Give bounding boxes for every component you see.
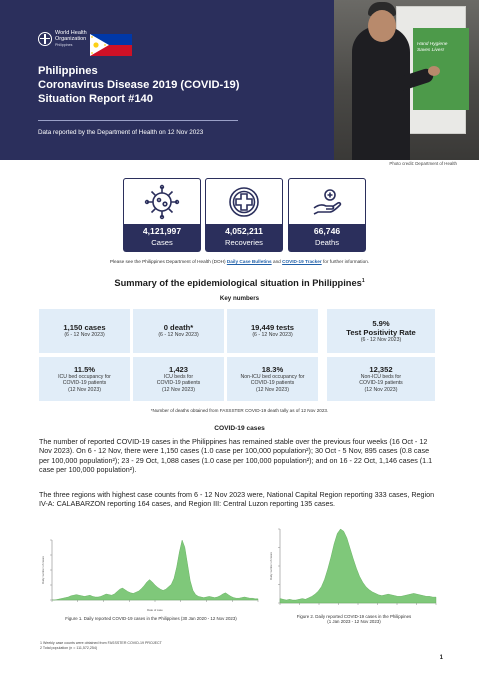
footnote-1: 1 Weekly case counts were obtained from FASSSTER COVID-19 PROJECT <box>40 641 162 645</box>
deaths-label: Deaths <box>314 238 340 247</box>
figure1-caption: Figure 1. Daily reported COVID-19 cases in the Philippines (30 Jan 2020 - 12 Nov 2023) <box>65 616 237 621</box>
footnote-2: 2 Total population (n = 111,572,254) <box>40 646 98 650</box>
stat-card-cases <box>123 178 201 252</box>
footnotes <box>40 641 162 651</box>
stat-card-recoveries <box>205 178 283 252</box>
cases-value: 4,121,997 <box>142 226 182 236</box>
header-divider <box>38 120 238 121</box>
title-disease: Coronavirus Disease 2019 (COVID-19) <box>38 79 240 91</box>
header-photo <box>334 0 479 160</box>
reported-date: Data reported by the Department of Health on 12 Nov 2023 <box>38 129 204 136</box>
photo-credit: Photo credit: Department of Health <box>389 161 457 166</box>
x-axis-label: Date of case <box>147 608 163 612</box>
key-box-weekly-tests: 19,449 tests (6 - 12 Nov 2023) <box>227 309 318 353</box>
y-axis-label: Daily number of cases <box>269 552 273 580</box>
daily-case-bulletins-link[interactable]: Daily Case Bulletins <box>226 259 272 264</box>
cases-area-series <box>52 540 258 600</box>
recoveries-value: 4,052,211 <box>225 226 263 236</box>
key-box-non-icu-beds: 12,352 Non-ICU beds for COVID-19 patients (12 Nov 2023) <box>327 357 435 401</box>
who-name-line1: World Health <box>55 30 87 36</box>
doh-note: Please see the Philippines Department of Health (DOH) Daily Case Bulletins and COVID-19 Tracker for further information. <box>109 259 370 264</box>
who-logo <box>38 30 87 47</box>
title-country: Philippines <box>38 65 98 77</box>
cases-area-series <box>280 529 436 603</box>
paragraph-top-regions: The three regions with highest case counts from 6 - 12 Nov 2023 were, National Capital Region reporting 333 cases, Region IV-A: CALABARZON reporting 164 cases, and Region III: Central Luzon reporting 135 cases. <box>39 490 435 509</box>
poster-text: Hand Hygiene Saves Lives! <box>417 42 448 53</box>
cases-label: Cases <box>151 238 173 247</box>
key-numbers-title: Key numbers <box>219 295 260 302</box>
covid-tracker-link[interactable]: COVID-19 Tracker <box>282 259 322 264</box>
who-globe-icon <box>38 32 52 46</box>
key-box-weekly-deaths: 0 death* (6 - 12 Nov 2023) <box>133 309 224 353</box>
philippines-flag-icon <box>90 34 132 56</box>
key-box-icu-beds: 1,423 ICU beds for COVID-19 patients (12 Nov 2023) <box>133 357 224 401</box>
key-box-weekly-cases: 1,150 cases (6 - 12 Nov 2023) <box>39 309 130 353</box>
report-header <box>0 0 479 160</box>
key-box-non-icu-occupancy: 18.3% Non-ICU bed occupancy for COVID-19 patients (12 Nov 2023) <box>227 357 318 401</box>
summary-title: Summary of the epidemiological situation in Philippines$^1$ <box>114 278 365 289</box>
stat-card-deaths <box>288 178 366 252</box>
deaths-value: 66,746 <box>313 226 341 236</box>
deaths-footnote: *Number of deaths obtained from FASSSTER COVID-19 death tally as of 12 Nov 2023. <box>150 408 329 413</box>
report-title <box>38 64 239 106</box>
title-report-number: Situation Report #140 <box>38 93 154 105</box>
recoveries-label: Recoveries <box>225 238 263 247</box>
virus-icon <box>144 184 180 220</box>
chart-daily-cases-2023 <box>268 523 440 611</box>
key-box-test-positivity: 5.9% Test Positivity Rate (6 - 12 Nov 2023) <box>327 309 435 353</box>
medical-cross-icon <box>226 184 262 220</box>
who-country: Philippines <box>55 43 73 47</box>
photo-person <box>352 26 410 160</box>
figure2-caption: Figure 2. Daily reported COVID-19 cases in the Philippines (1 Jan 2023 - 12 Nov 2023) <box>296 614 412 624</box>
page-number: 1 <box>439 655 443 661</box>
key-box-icu-occupancy: 11.5% ICU bed occupancy for COVID-19 patients (12 Nov 2023) <box>39 357 130 401</box>
who-name-line2: Organization <box>55 36 87 42</box>
care-hand-icon <box>309 184 345 220</box>
covid-cases-heading: COVID-19 cases <box>214 425 265 432</box>
y-axis-label: Daily number of cases <box>41 556 45 584</box>
chart-daily-cases-2020-2023 <box>40 530 262 612</box>
paragraph-weekly-trend: The number of reported COVID-19 cases in the Philippines has remained stable over the previous four weeks (16 Oct - 12 Nov 2023). On 6 - 12 Nov, there were 1,150 cases (1.0 case per 100,000 population²); 30 Oct - 5 Nov, 895 cases (0.8 case per 100,000 population²); 23 - 29 Oct, 1,088 cases (1.0 case per 100,000 population²); and on 16 - 22 Oct, 1,146 cases (1.1 case per 100,000 population²). <box>39 437 433 475</box>
photo-person-head <box>368 10 396 42</box>
